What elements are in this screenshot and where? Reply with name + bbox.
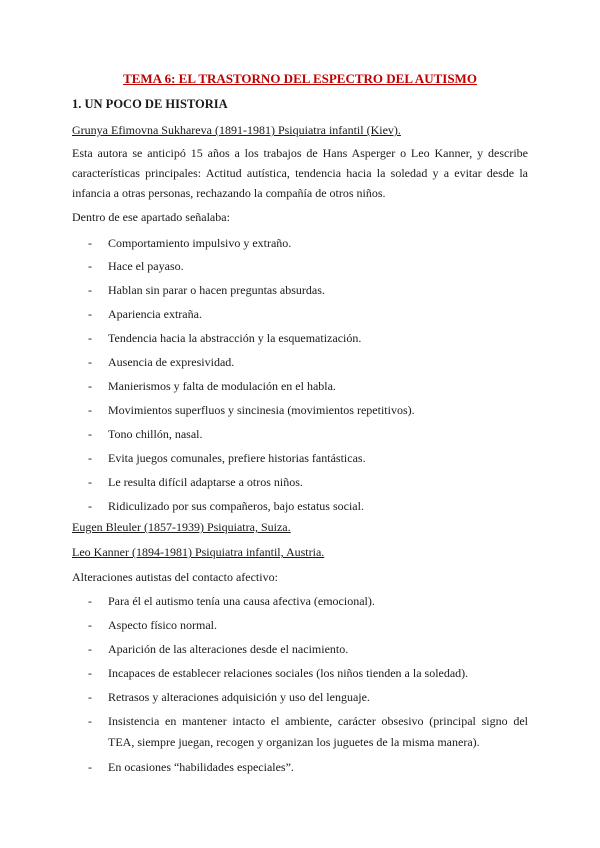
bullet-dash: - — [88, 760, 92, 774]
bullet-dash: - — [88, 475, 92, 489]
bullet-dash: - — [88, 618, 92, 632]
sukhareva-heading: Grunya Efimovna Sukhareva (1891-1981) Psiquiatra infantil (Kiev). — [72, 123, 401, 137]
bullet-dash: - — [88, 642, 92, 656]
bullet-dash: - — [88, 714, 92, 728]
bullet-dash: - — [88, 499, 92, 513]
bullet-dash: - — [88, 666, 92, 680]
sukhareva-paragraph-line: Esta autora se anticipó 15 años a los trabajos de Hans Asperger o Leo Kanner, y describe — [72, 146, 528, 160]
section-heading: 1. UN POCO DE HISTORIA — [72, 97, 228, 111]
bullet-dash: - — [88, 379, 92, 393]
bullet-dash: - — [88, 331, 92, 345]
bullet-dash: - — [88, 307, 92, 321]
bullet-dash: - — [88, 594, 92, 608]
document-title: TEMA 6: EL TRASTORNO DEL ESPECTRO DEL AUTISMO — [123, 71, 477, 86]
bullet-dash: - — [88, 427, 92, 441]
bullet-dash: - — [88, 451, 92, 465]
bullet-dash: - — [88, 355, 92, 369]
sukhareva-paragraph-line: características principales: Actitud autística, tendencia hacia la soledad y a evitar desde la — [72, 166, 528, 180]
sukhareva-list-intro: Dentro de ese apartado señalaba: — [72, 210, 230, 224]
bullet-dash: - — [88, 283, 92, 297]
document-page: TEMA 6: EL TRASTORNO DEL ESPECTRO DEL AUTISMO 1. UN POCO DE HISTORIA Grunya Efimovna Sukhareva (1891-1981) Psiquiatra infantil (Kiev). Esta autora se anticipó 15 años a los trabajos de Hans Asperger o Leo Kanner, y describe características principales: Actitud autística, tendencia hacia la soledad y a evitar desde la infancia a otras personas, rechazando la compañía de otros niños. Dentro de ese apartado señalaba: - Comportamiento impulsivo y extraño. - Hace el payaso. - Hablan sin parar o hacen preguntas absurdas. - Apariencia extraña. - Tendencia hacia la abstracción y la esquematización. - Ausencia de expresividad. - Manierismos y falta de modulación en el habla. - Movimientos superfluos y sincinesia (movimientos repetitivos). - Tono chillón, nasal. - Evita juegos comunales, prefiere historias fantásticas. - Le resulta difícil adaptarse a otros niños. - Ridiculizado por sus compañeros, bajo estatus social. Eugen Bleuler (1857-1939) Psiquiatra, Suiza. Leo Kanner (1894-1981) Psiquiatra infantil, Austria. Alteraciones autistas del contacto afectivo: - Para él el autismo tenía una causa afectiva (emocional). - Aspecto físico normal. - Aparición de las alteraciones desde el nacimiento. - Incapaces de establecer relaciones sociales (los niños tienden a la soledad). - Retrasos y alteraciones adquisición y uso del lenguaje. - Insistencia en mantener intacto el ambiente, carácter obsesivo (principal signo del TEA, siempre juegan, recogen y organizan los juguetes de la misma manera). - En ocasiones “habilidades especiales”. — [0, 0, 600, 848]
bullet-dash: - — [88, 236, 92, 250]
bleuler-heading: Eugen Bleuler (1857-1939) Psiquiatra, Suiza. — [72, 520, 291, 534]
bullet-dash: - — [88, 690, 92, 704]
bullet-dash: - — [88, 403, 92, 417]
kanner-list-intro: Alteraciones autistas del contacto afectivo: — [72, 570, 278, 584]
kanner-heading: Leo Kanner (1894-1981) Psiquiatra infantil, Austria. — [72, 545, 325, 559]
bullet-dash: - — [88, 259, 92, 273]
sukhareva-paragraph-line: infancia a otras personas, rechazando la compañía de otros niños. — [72, 186, 386, 200]
